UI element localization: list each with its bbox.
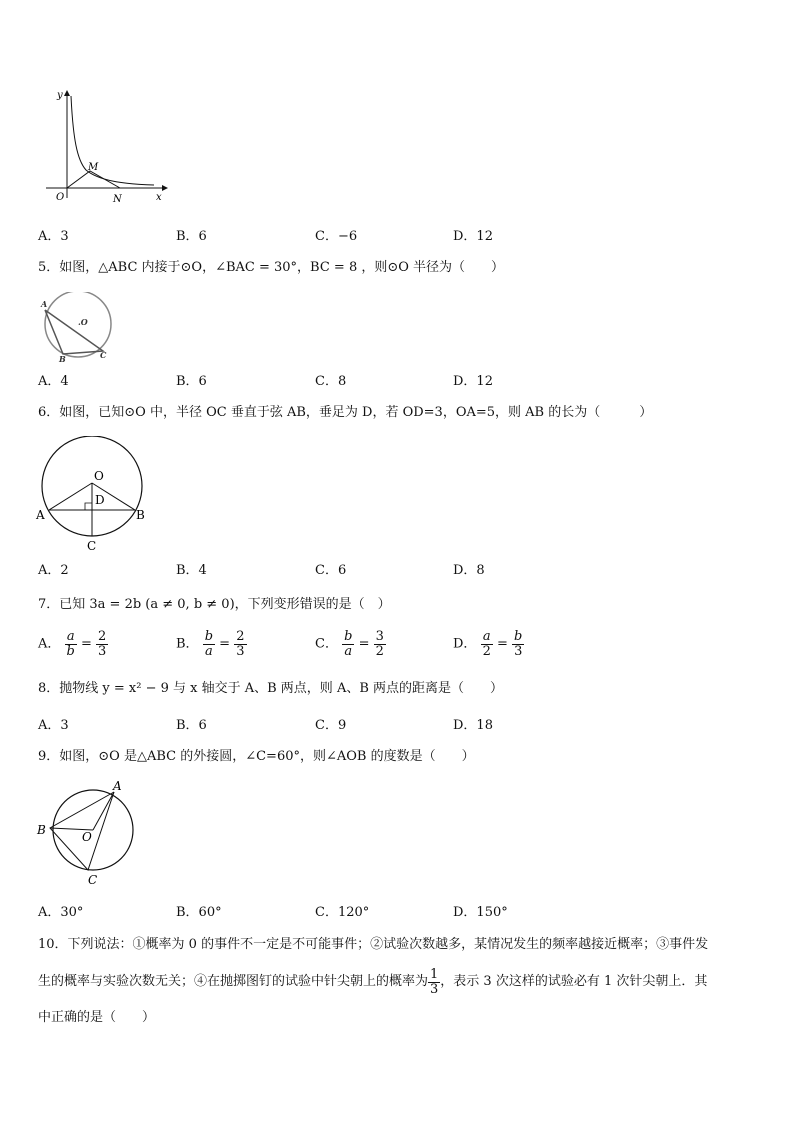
q10-line-1: 10．下列说法：①概率为 0 的事件不一定是不可能事件；②试验次数越多，某情况发生的频率越接近概率；③事件发 bbox=[38, 937, 709, 952]
q8-option-d: D．18 bbox=[453, 718, 493, 733]
q5-label-a: A bbox=[41, 299, 48, 309]
q4-label-y: y bbox=[57, 90, 63, 101]
q5-option-d: D．12 bbox=[453, 374, 493, 389]
q6-circle-figure bbox=[34, 436, 154, 554]
q6-option-a: A．2 bbox=[38, 563, 69, 578]
q7-option-a-right-fraction bbox=[96, 630, 108, 659]
q7-a-equals: = bbox=[81, 636, 92, 652]
q6-option-c: C．6 bbox=[315, 563, 347, 578]
q7-d-left-num: a bbox=[481, 630, 493, 645]
q7-option-a-label: A． bbox=[38, 636, 61, 652]
q7-a-right-num: 2 bbox=[98, 629, 107, 644]
q7-option-d-label: D． bbox=[453, 636, 477, 652]
q5-label-o: .O bbox=[78, 317, 88, 327]
q6-option-d: D．8 bbox=[453, 563, 485, 578]
q6-label-d: D bbox=[95, 493, 105, 507]
q7-option-c-left-fraction bbox=[342, 630, 354, 659]
q9-label-o: O bbox=[82, 830, 92, 844]
q8-option-a: A．3 bbox=[38, 718, 69, 733]
q7-option-c bbox=[315, 630, 386, 659]
q7-d-equals: = bbox=[497, 636, 508, 652]
q5-stem: 5．如图，△ABC 内接于⊙O，∠BAC = 30°，BC = 8 ，则⊙O 半径为（ ） bbox=[38, 260, 505, 275]
q7-b-left-num: b bbox=[204, 629, 214, 644]
q4-label-n: N bbox=[113, 194, 122, 205]
q9-stem: 9．如图，⊙O 是△ABC 的外接圆，∠C=60°，则∠AOB 的度数是（ ） bbox=[38, 749, 475, 764]
q7-d-left-den: 2 bbox=[482, 644, 491, 659]
q8-option-c: C．9 bbox=[315, 718, 347, 733]
q10-fraction bbox=[428, 968, 440, 997]
q6-label-c: C bbox=[87, 539, 97, 553]
q6-segment-oa bbox=[49, 483, 92, 510]
q5-label-c: C bbox=[100, 350, 107, 360]
q9-label-b: B bbox=[37, 823, 46, 837]
q4-option-a: A．3 bbox=[38, 229, 69, 244]
q7-option-d bbox=[453, 630, 524, 659]
q6-option-b: B．4 bbox=[176, 563, 207, 578]
q7-b-right-den: 3 bbox=[236, 644, 245, 659]
q7-c-right-den: 2 bbox=[375, 644, 384, 659]
q9-option-d: D．150° bbox=[453, 905, 508, 920]
q10-line-2-pre: 生的概率与实验次数无关；④在抛掷图钉的试验中针尖朝上的概率为 bbox=[38, 974, 429, 989]
q7-a-right-den: 3 bbox=[98, 644, 107, 659]
q7-option-b-right-fraction bbox=[234, 630, 246, 659]
q10-line-3: 中正确的是（ ） bbox=[38, 1010, 156, 1025]
q4-y-arrow bbox=[64, 90, 70, 96]
q5-option-b: B．6 bbox=[176, 374, 207, 389]
q9-option-c: C．120° bbox=[315, 905, 370, 920]
q4-x-arrow bbox=[162, 185, 168, 191]
q5-option-c: C．8 bbox=[315, 374, 347, 389]
q7-option-a-left-fraction bbox=[65, 630, 77, 659]
q7-b-left-den: a bbox=[204, 644, 213, 659]
q4-option-b: B．6 bbox=[176, 229, 207, 244]
q7-b-right-num: 2 bbox=[236, 629, 245, 644]
q7-c-equals: = bbox=[358, 636, 370, 652]
q7-c-right-num: 3 bbox=[375, 629, 384, 644]
q4-label-x: x bbox=[156, 192, 162, 203]
q7-option-c-label: C． bbox=[315, 636, 338, 652]
q6-right-angle-mark bbox=[85, 503, 92, 510]
q4-option-c: C．−6 bbox=[315, 229, 358, 244]
q5-option-a: A．4 bbox=[38, 374, 69, 389]
q4-triangle-omn bbox=[67, 171, 120, 188]
q7-c-left-num: b bbox=[344, 629, 353, 644]
q7-option-b bbox=[176, 630, 247, 659]
q10-line-2 bbox=[38, 967, 707, 998]
q7-stem: 7．已知 3a = 2b (a ≠ 0, b ≠ 0)，下列变形错误的是（ ） bbox=[38, 597, 391, 612]
q9-option-b: B．60° bbox=[176, 905, 222, 920]
q7-a-left-num: a bbox=[65, 630, 77, 645]
q4-label-m: M bbox=[88, 162, 99, 173]
q7-option-b-left-fraction bbox=[203, 630, 215, 659]
q5-label-b: B bbox=[59, 354, 66, 364]
q5-circle-figure bbox=[36, 292, 118, 364]
q4-label-o: O bbox=[56, 192, 65, 203]
q7-d-right-den: 3 bbox=[514, 644, 523, 659]
q7-c-left-den: a bbox=[344, 644, 353, 659]
q7-option-b-label: B． bbox=[176, 636, 199, 652]
q9-option-a: A．30° bbox=[38, 905, 84, 920]
q10-frac-den: 3 bbox=[430, 981, 439, 997]
q6-label-a: A bbox=[36, 508, 45, 522]
q8-stem: 8．抛物线 y = x² − 9 与 x 轴交于 A、B 两点，则 A、B 两点的距离是（ ） bbox=[38, 681, 504, 696]
q9-circle-figure bbox=[36, 778, 140, 890]
q6-label-b: B bbox=[136, 508, 145, 522]
q7-option-a bbox=[38, 630, 108, 659]
q7-option-c-right-fraction bbox=[374, 630, 386, 659]
q4-hyperbola-figure bbox=[44, 88, 174, 206]
q10-line-2-post: ，表示 3 次这样的试验必有 1 次针尖朝上．其 bbox=[440, 974, 708, 989]
q6-label-o: O bbox=[94, 469, 104, 483]
q7-option-d-left-fraction bbox=[481, 630, 493, 659]
q9-label-a: A bbox=[113, 779, 122, 793]
q4-hyperbola-curve bbox=[71, 96, 154, 185]
q4-option-d: D．12 bbox=[453, 229, 493, 244]
q10-frac-num: 1 bbox=[430, 966, 439, 982]
q7-d-right-num: b bbox=[514, 629, 523, 644]
q9-label-c: C bbox=[88, 873, 98, 887]
q7-b-equals: = bbox=[219, 636, 231, 652]
q8-option-b: B．6 bbox=[176, 718, 207, 733]
q6-stem: 6．如图，已知⊙O 中，半径 OC 垂直于弦 AB，垂足为 D，若 OD=3，OA=5，则 AB 的长为（ ） bbox=[38, 405, 653, 420]
q7-option-d-right-fraction bbox=[512, 630, 524, 659]
q7-a-left-den: b bbox=[66, 644, 75, 659]
